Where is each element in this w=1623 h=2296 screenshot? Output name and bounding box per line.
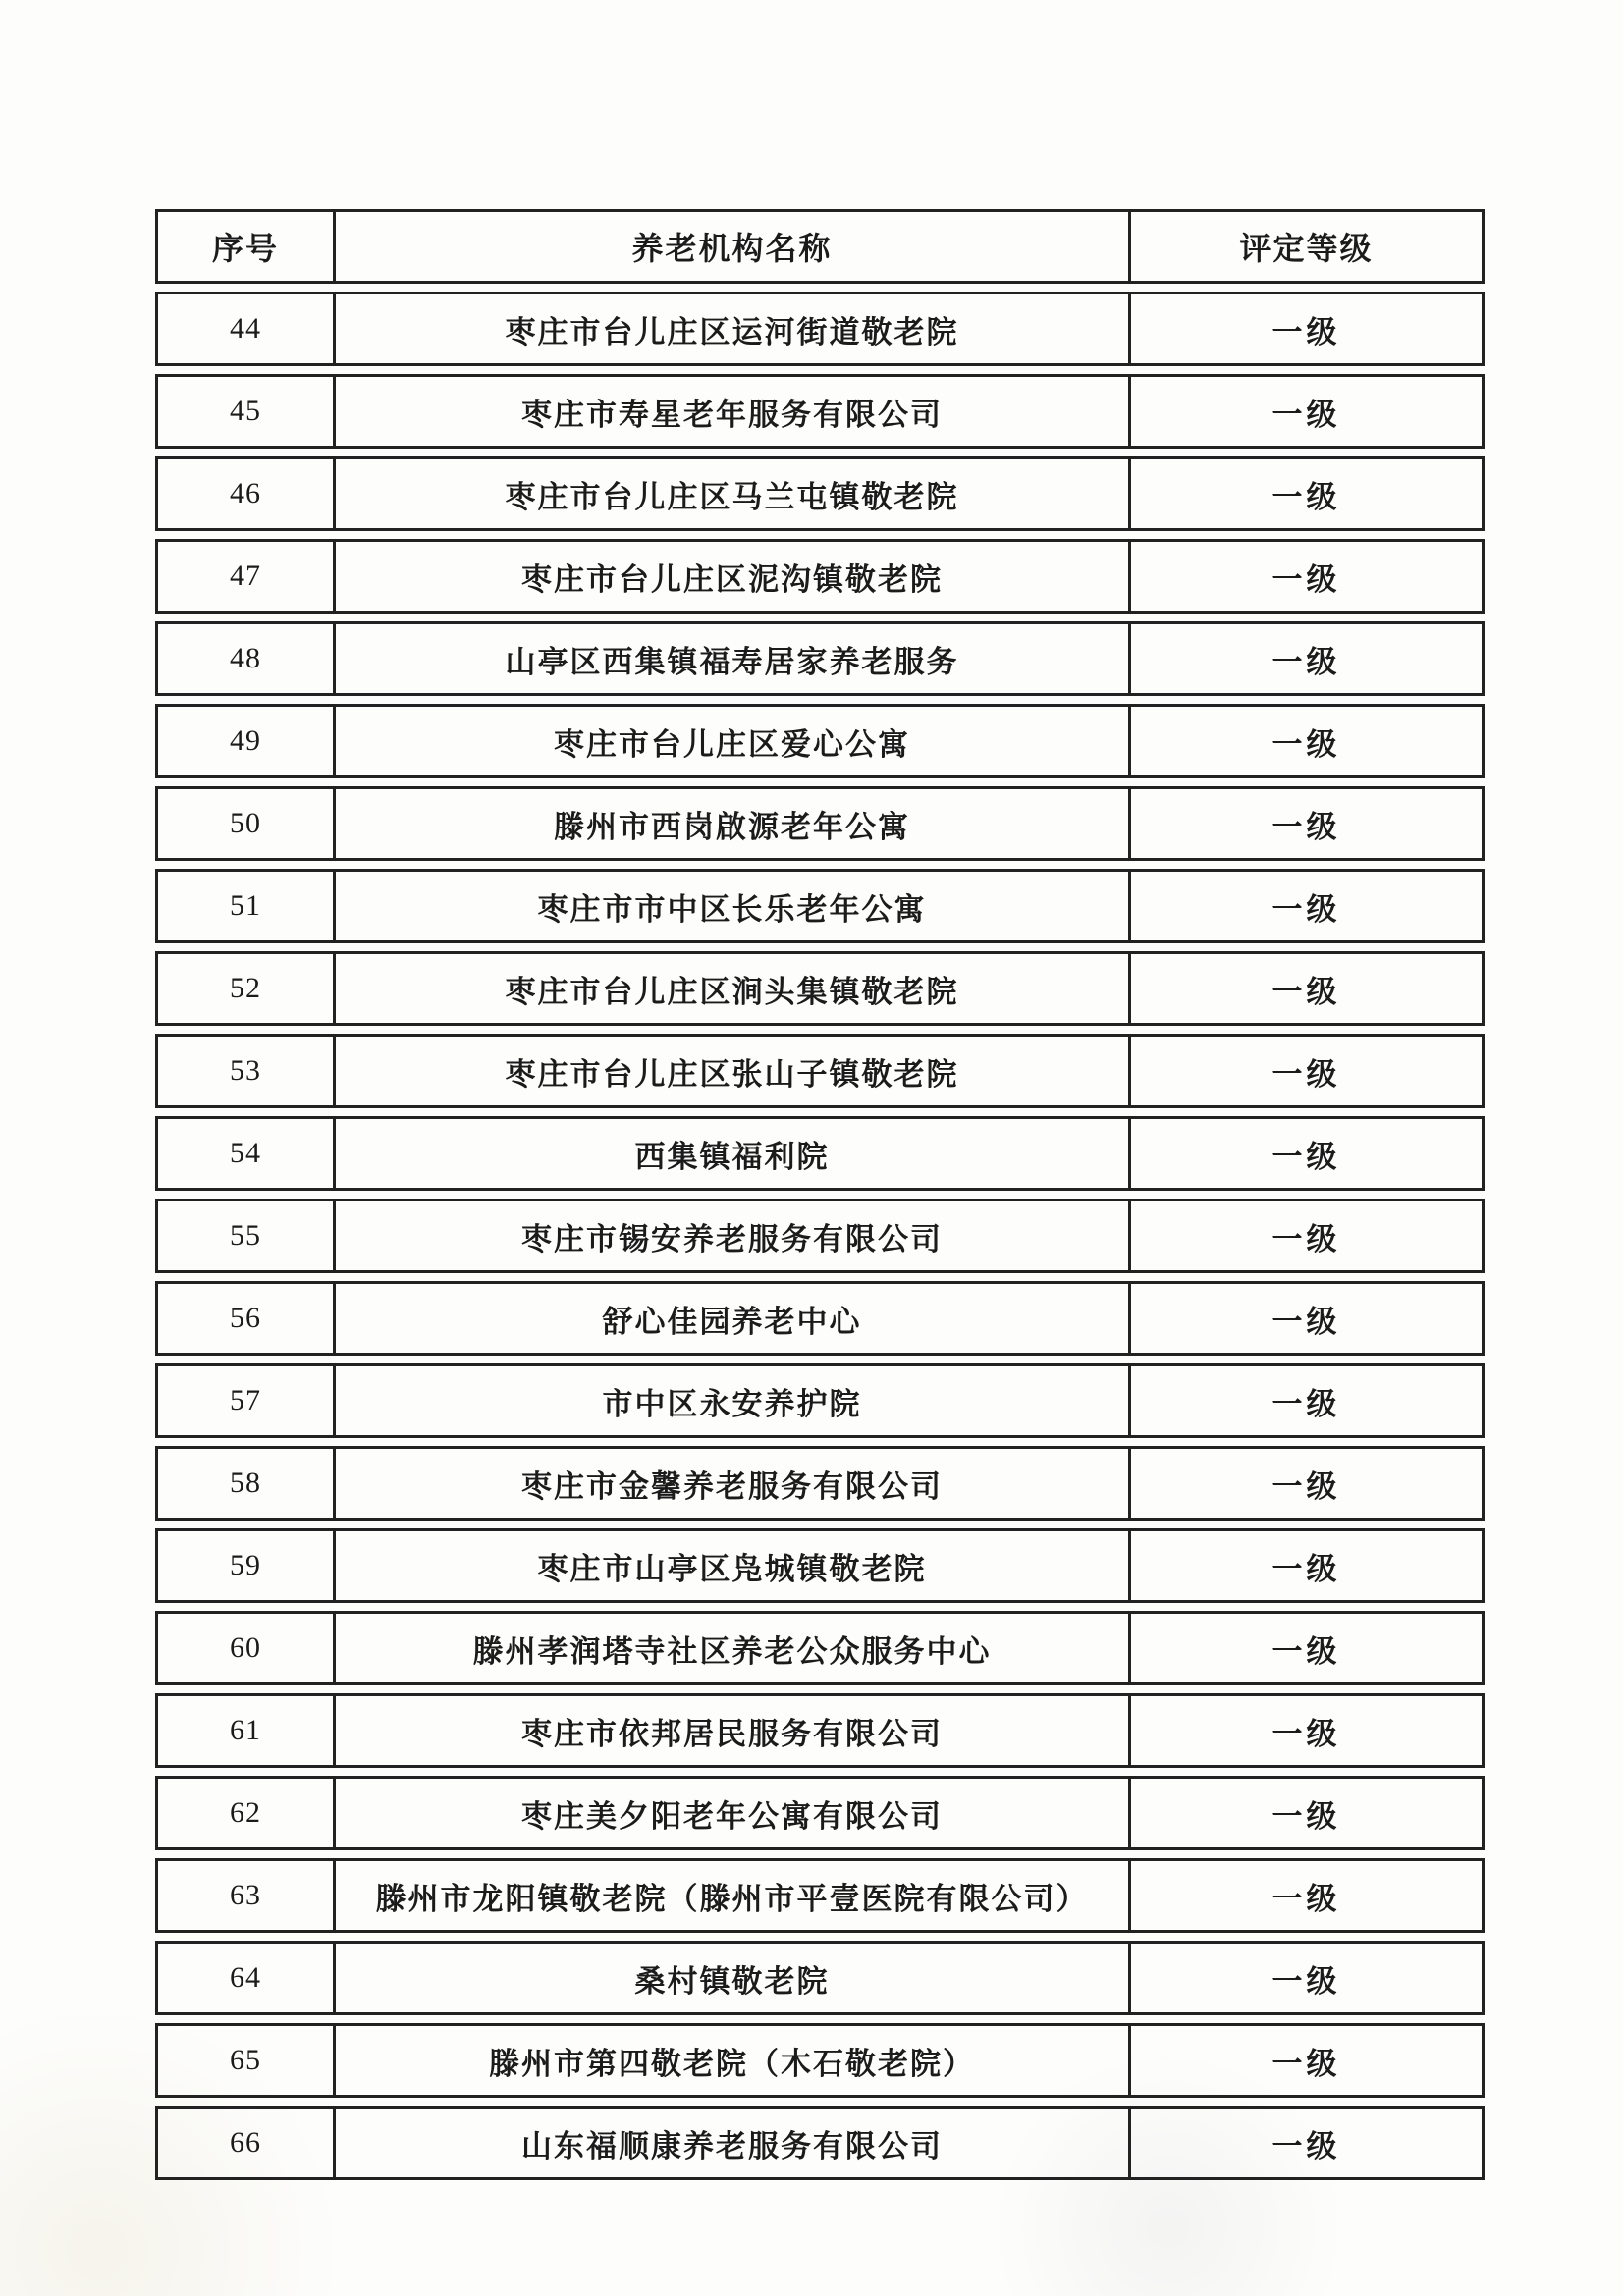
cell-institution-name: 滕州市西岗啟源老年公寓 xyxy=(336,786,1131,861)
cell-serial-number: 56 xyxy=(155,1281,336,1356)
table-row xyxy=(155,2023,1485,2098)
table-row xyxy=(155,1199,1485,1273)
cell-grade: 一级 xyxy=(1131,786,1485,861)
cell-serial-number: 65 xyxy=(155,2023,336,2098)
cell-institution-name: 西集镇福利院 xyxy=(336,1116,1131,1191)
cell-institution-name: 枣庄市山亭区凫城镇敬老院 xyxy=(336,1528,1131,1603)
cell-grade: 一级 xyxy=(1131,1199,1485,1273)
table-row xyxy=(155,374,1485,449)
cell-institution-name: 滕州孝润塔寺社区养老公众服务中心 xyxy=(336,1611,1131,1685)
cell-grade: 一级 xyxy=(1131,292,1485,366)
cell-serial-number: 64 xyxy=(155,1941,336,2015)
cell-grade: 一级 xyxy=(1131,1446,1485,1521)
cell-grade: 一级 xyxy=(1131,1941,1485,2015)
table-row xyxy=(155,1034,1485,1108)
cell-serial-number: 60 xyxy=(155,1611,336,1685)
cell-serial-number: 58 xyxy=(155,1446,336,1521)
table-row xyxy=(155,1941,1485,2015)
cell-institution-name: 枣庄市台儿庄区张山子镇敬老院 xyxy=(336,1034,1131,1108)
cell-institution-name: 枣庄市锡安养老服务有限公司 xyxy=(336,1199,1131,1273)
col-header-institution-name: 养老机构名称 xyxy=(336,209,1131,284)
cell-institution-name: 枣庄市寿星老年服务有限公司 xyxy=(336,374,1131,449)
cell-grade: 一级 xyxy=(1131,869,1485,943)
table-row xyxy=(155,539,1485,614)
cell-institution-name: 山亭区西集镇福寿居家养老服务 xyxy=(336,621,1131,696)
cell-institution-name: 枣庄市市中区长乐老年公寓 xyxy=(336,869,1131,943)
col-header-serial-number: 序号 xyxy=(155,209,336,284)
cell-grade: 一级 xyxy=(1131,539,1485,614)
cell-institution-name: 枣庄市金馨养老服务有限公司 xyxy=(336,1446,1131,1521)
cell-grade: 一级 xyxy=(1131,1528,1485,1603)
table-row xyxy=(155,786,1485,861)
table-row xyxy=(155,1446,1485,1521)
cell-serial-number: 46 xyxy=(155,456,336,531)
cell-institution-name: 枣庄市台儿庄区马兰屯镇敬老院 xyxy=(336,456,1131,531)
table-body xyxy=(155,292,1485,2180)
table-row xyxy=(155,456,1485,531)
table-row xyxy=(155,1776,1485,1850)
cell-institution-name: 枣庄市依邦居民服务有限公司 xyxy=(336,1693,1131,1768)
table-row xyxy=(155,1363,1485,1438)
table-row xyxy=(155,1281,1485,1356)
table-row xyxy=(155,1693,1485,1768)
cell-institution-name: 滕州市第四敬老院（木石敬老院） xyxy=(336,2023,1131,2098)
cell-serial-number: 63 xyxy=(155,1858,336,1933)
cell-grade: 一级 xyxy=(1131,2023,1485,2098)
cell-serial-number: 44 xyxy=(155,292,336,366)
cell-institution-name: 枣庄美夕阳老年公寓有限公司 xyxy=(336,1776,1131,1850)
cell-serial-number: 49 xyxy=(155,704,336,778)
cell-institution-name: 山东福顺康养老服务有限公司 xyxy=(336,2106,1131,2180)
table-row xyxy=(155,704,1485,778)
table-row xyxy=(155,621,1485,696)
cell-serial-number: 47 xyxy=(155,539,336,614)
rating-table xyxy=(155,201,1485,2188)
cell-institution-name: 枣庄市台儿庄区爱心公寓 xyxy=(336,704,1131,778)
cell-grade: 一级 xyxy=(1131,1858,1485,1933)
cell-institution-name: 枣庄市台儿庄区涧头集镇敬老院 xyxy=(336,951,1131,1026)
cell-serial-number: 51 xyxy=(155,869,336,943)
header-row xyxy=(155,209,1485,284)
cell-institution-name: 舒心佳园养老中心 xyxy=(336,1281,1131,1356)
cell-institution-name: 枣庄市台儿庄区泥沟镇敬老院 xyxy=(336,539,1131,614)
table-row xyxy=(155,292,1485,366)
cell-grade: 一级 xyxy=(1131,1116,1485,1191)
cell-grade: 一级 xyxy=(1131,1363,1485,1438)
cell-institution-name: 桑村镇敬老院 xyxy=(336,1941,1131,2015)
cell-serial-number: 45 xyxy=(155,374,336,449)
cell-grade: 一级 xyxy=(1131,456,1485,531)
cell-serial-number: 54 xyxy=(155,1116,336,1191)
table-row xyxy=(155,1611,1485,1685)
cell-institution-name: 枣庄市台儿庄区运河街道敬老院 xyxy=(336,292,1131,366)
cell-serial-number: 57 xyxy=(155,1363,336,1438)
cell-institution-name: 市中区永安养护院 xyxy=(336,1363,1131,1438)
cell-serial-number: 50 xyxy=(155,786,336,861)
cell-serial-number: 61 xyxy=(155,1693,336,1768)
cell-institution-name: 滕州市龙阳镇敬老院（滕州市平壹医院有限公司） xyxy=(336,1858,1131,1933)
col-header-grade: 评定等级 xyxy=(1131,209,1485,284)
cell-serial-number: 66 xyxy=(155,2106,336,2180)
table-row xyxy=(155,1116,1485,1191)
cell-grade: 一级 xyxy=(1131,704,1485,778)
table-row xyxy=(155,951,1485,1026)
cell-grade: 一级 xyxy=(1131,2106,1485,2180)
cell-serial-number: 52 xyxy=(155,951,336,1026)
table-row xyxy=(155,869,1485,943)
cell-grade: 一级 xyxy=(1131,1034,1485,1108)
cell-grade: 一级 xyxy=(1131,951,1485,1026)
cell-serial-number: 62 xyxy=(155,1776,336,1850)
table-header xyxy=(155,209,1485,284)
cell-serial-number: 59 xyxy=(155,1528,336,1603)
table-row xyxy=(155,2106,1485,2180)
cell-grade: 一级 xyxy=(1131,1693,1485,1768)
cell-serial-number: 53 xyxy=(155,1034,336,1108)
cell-serial-number: 55 xyxy=(155,1199,336,1273)
table-row xyxy=(155,1858,1485,1933)
cell-grade: 一级 xyxy=(1131,1281,1485,1356)
cell-grade: 一级 xyxy=(1131,1611,1485,1685)
cell-grade: 一级 xyxy=(1131,621,1485,696)
cell-grade: 一级 xyxy=(1131,374,1485,449)
cell-grade: 一级 xyxy=(1131,1776,1485,1850)
table-row xyxy=(155,1528,1485,1603)
cell-serial-number: 48 xyxy=(155,621,336,696)
